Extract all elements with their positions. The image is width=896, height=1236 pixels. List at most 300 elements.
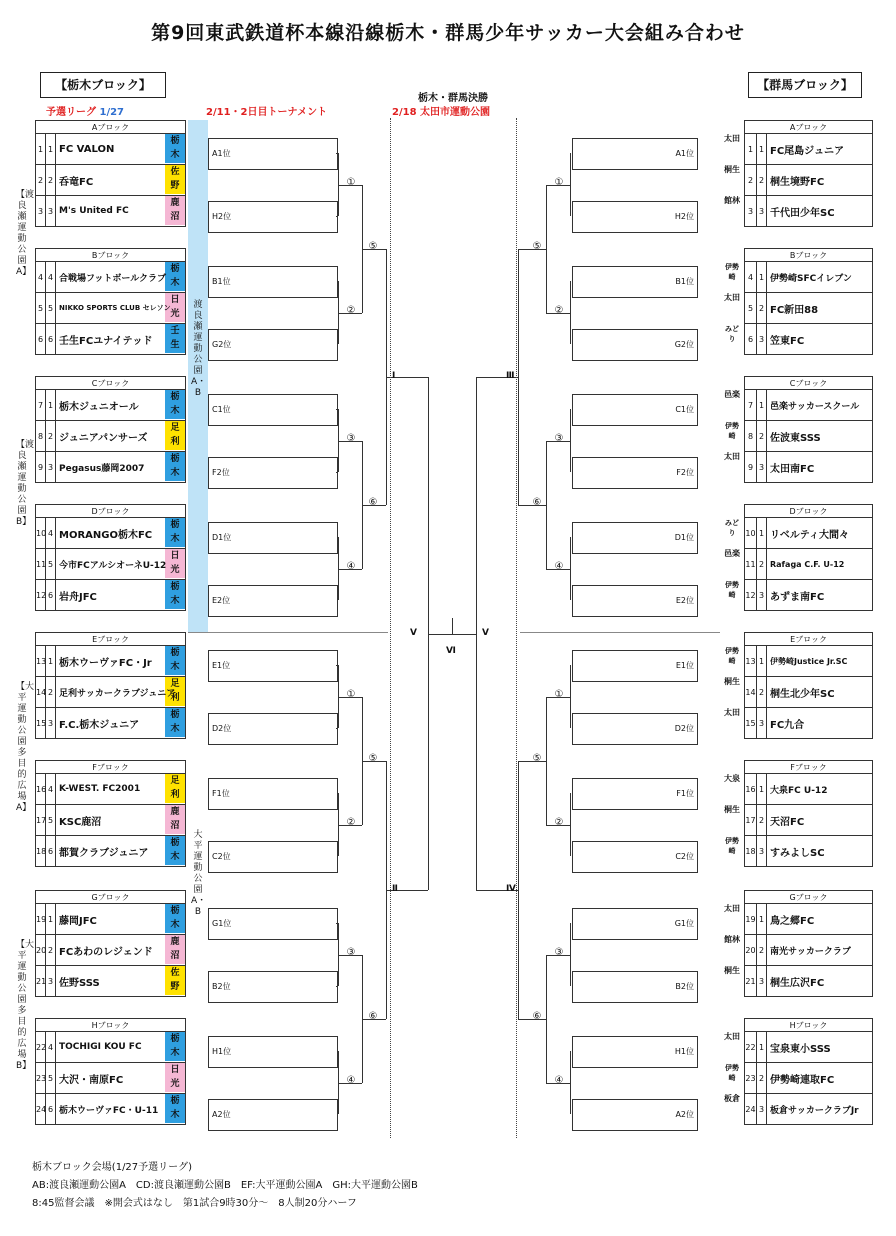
table-row bbox=[36, 1094, 186, 1125]
table-row bbox=[36, 646, 186, 677]
table-row bbox=[745, 774, 873, 805]
team-seed: 4 bbox=[46, 518, 56, 549]
team-name: FC九合 bbox=[767, 708, 873, 739]
seed-label: G1位 bbox=[674, 919, 694, 928]
divider-line bbox=[516, 118, 517, 1138]
team-number: 21 bbox=[745, 966, 757, 997]
table-row bbox=[745, 134, 873, 165]
table-row bbox=[36, 805, 186, 836]
seed-label: D1位 bbox=[212, 533, 232, 542]
table-row bbox=[745, 1094, 873, 1125]
table-row bbox=[36, 518, 186, 549]
seed-label: G1位 bbox=[212, 919, 232, 928]
team-number: 2 bbox=[745, 165, 757, 196]
team-name: FCあわのレジェンド bbox=[56, 935, 186, 966]
team-name: FC新田88 bbox=[767, 293, 873, 324]
team-seed: 2 bbox=[757, 1063, 767, 1094]
city-label: 桐生 bbox=[724, 966, 740, 975]
block-name: Cブロック bbox=[745, 377, 873, 390]
team-number: 23 bbox=[36, 1063, 46, 1094]
region-label: 栃木 bbox=[170, 582, 180, 606]
bracket-line bbox=[570, 409, 571, 472]
team-seed: 2 bbox=[757, 421, 767, 452]
team-name: TOCHIGI KOU FC bbox=[56, 1032, 186, 1063]
table-row bbox=[745, 549, 873, 580]
seed-slot bbox=[208, 329, 338, 361]
seed-slot bbox=[208, 1099, 338, 1131]
match-mark: ③ bbox=[554, 432, 564, 444]
city-label: 伊勢崎 bbox=[725, 837, 739, 855]
seed-label: A2位 bbox=[675, 1110, 694, 1119]
seed-label: D2位 bbox=[212, 724, 232, 733]
city-label: 館林 bbox=[724, 935, 740, 944]
team-name: 今市FCアルシオーネU-12 bbox=[56, 549, 186, 580]
team-number: 24 bbox=[745, 1094, 757, 1125]
seed-slot bbox=[572, 585, 698, 617]
seed-label: C1位 bbox=[212, 405, 231, 414]
seed-slot bbox=[208, 650, 338, 682]
region-label: 鹿沼 bbox=[170, 807, 180, 831]
seed-slot bbox=[572, 138, 698, 170]
divider-line bbox=[520, 632, 720, 633]
team-seed: 5 bbox=[46, 549, 56, 580]
round-label: Ⅵ bbox=[446, 646, 456, 656]
bracket-line bbox=[476, 377, 477, 890]
match-mark: ② bbox=[346, 816, 356, 828]
bracket-line bbox=[546, 185, 547, 313]
team-block-table bbox=[35, 248, 186, 355]
team-number: 1 bbox=[36, 134, 46, 165]
team-number: 22 bbox=[745, 1032, 757, 1063]
final-label: 栃木・群馬決勝 bbox=[418, 93, 488, 104]
team-number: 11 bbox=[745, 549, 757, 580]
table-row bbox=[36, 836, 186, 867]
region-label: 鹿沼 bbox=[170, 198, 180, 222]
team-name: 大沢・南原FC bbox=[56, 1063, 186, 1094]
table-row bbox=[745, 1032, 873, 1063]
team-name: 藤岡JFC bbox=[56, 904, 186, 935]
table-row bbox=[36, 1032, 186, 1063]
seed-slot bbox=[572, 394, 698, 426]
team-name: M's United FC bbox=[56, 196, 186, 227]
seed-slot bbox=[208, 971, 338, 1003]
team-name: 太田南FC bbox=[767, 452, 873, 483]
bracket-line bbox=[452, 618, 453, 634]
team-block-table bbox=[35, 890, 186, 997]
team-seed: 2 bbox=[757, 805, 767, 836]
block-name: Aブロック bbox=[745, 121, 873, 134]
team-name: 足利サッカークラブジュニア bbox=[56, 677, 186, 708]
match-mark: ⑥ bbox=[532, 1010, 542, 1022]
team-number: 4 bbox=[36, 262, 46, 293]
gunma-block-header: 【群馬ブロック】 bbox=[748, 72, 862, 98]
region-label: 栃木 bbox=[170, 648, 180, 672]
seed-slot bbox=[208, 394, 338, 426]
seed-label: B2位 bbox=[675, 982, 694, 991]
team-name: 岩舟JFC bbox=[56, 580, 186, 611]
city-label: 館林 bbox=[724, 196, 740, 205]
team-name: ジュニアパンサーズ bbox=[56, 421, 186, 452]
bracket-line bbox=[546, 441, 547, 569]
team-seed: 1 bbox=[757, 646, 767, 677]
table-row bbox=[36, 935, 186, 966]
table-row bbox=[745, 677, 873, 708]
city-label: 太田 bbox=[724, 134, 740, 143]
team-block-table bbox=[35, 760, 186, 867]
seed-label: A1位 bbox=[675, 149, 694, 158]
region-label: 日光 bbox=[170, 551, 180, 575]
team-number: 7 bbox=[745, 390, 757, 421]
region-label: 栃木 bbox=[170, 838, 180, 862]
team-number: 5 bbox=[745, 293, 757, 324]
team-block-table bbox=[35, 504, 186, 611]
seed-slot bbox=[572, 1099, 698, 1131]
seed-label: F2位 bbox=[676, 468, 694, 477]
team-name: 板倉サッカークラブJr bbox=[767, 1094, 873, 1125]
team-number: 11 bbox=[36, 549, 46, 580]
table-row bbox=[745, 935, 873, 966]
team-name: 佐波東SSS bbox=[767, 421, 873, 452]
region-label: 足利 bbox=[170, 679, 180, 703]
city-label: 大泉 bbox=[724, 774, 740, 783]
table-row bbox=[36, 293, 186, 324]
city-label: 太田 bbox=[724, 452, 740, 461]
round-label: Ⅰ bbox=[392, 370, 396, 381]
seed-label: B2位 bbox=[212, 982, 231, 991]
seed-label: D1位 bbox=[674, 533, 694, 542]
team-block-table bbox=[35, 120, 186, 227]
table-row bbox=[36, 580, 186, 611]
table-row bbox=[745, 196, 873, 227]
table-row bbox=[745, 708, 873, 739]
city-label: 桐生 bbox=[724, 677, 740, 686]
team-name: 千代田少年SC bbox=[767, 196, 873, 227]
seed-slot bbox=[572, 713, 698, 745]
seed-label: A1位 bbox=[212, 149, 231, 158]
bracket-line bbox=[546, 697, 547, 825]
team-seed: 3 bbox=[757, 966, 767, 997]
team-block-table bbox=[744, 632, 873, 739]
match-mark: ① bbox=[346, 176, 356, 188]
seed-slot bbox=[572, 266, 698, 298]
seed-slot bbox=[572, 329, 698, 361]
region-label: 壬生 bbox=[170, 326, 180, 350]
table-row bbox=[36, 966, 186, 997]
round-label: Ⅴ bbox=[482, 628, 489, 638]
team-seed: 4 bbox=[46, 1032, 56, 1063]
match-mark: ④ bbox=[346, 1074, 356, 1086]
team-seed: 3 bbox=[757, 836, 767, 867]
seed-label: C1位 bbox=[675, 405, 694, 414]
team-number: 4 bbox=[745, 262, 757, 293]
seed-label: D2位 bbox=[674, 724, 694, 733]
bracket-line bbox=[570, 665, 571, 728]
team-number: 10 bbox=[745, 518, 757, 549]
seed-label: A2位 bbox=[212, 1110, 231, 1119]
seed-label: F1位 bbox=[212, 789, 230, 798]
bracket-line bbox=[546, 955, 547, 1083]
region-label: 日光 bbox=[170, 1065, 180, 1089]
seed-label: E2位 bbox=[212, 596, 231, 605]
team-name: F.C.栃木ジュニア bbox=[56, 708, 186, 739]
block-name: Bブロック bbox=[36, 249, 186, 262]
team-seed: 2 bbox=[757, 165, 767, 196]
table-row bbox=[36, 549, 186, 580]
table-row bbox=[36, 390, 186, 421]
region-label: 栃木 bbox=[170, 1096, 180, 1120]
venue-side-label: 【大平運動公園多目的広場B】 bbox=[16, 940, 35, 1071]
city-label: みどり bbox=[725, 519, 739, 537]
team-name: 天沼FC bbox=[767, 805, 873, 836]
team-name: 笠東FC bbox=[767, 324, 873, 355]
block-name: Hブロック bbox=[745, 1019, 873, 1032]
team-number: 17 bbox=[36, 805, 46, 836]
team-seed: 3 bbox=[757, 452, 767, 483]
team-seed: 3 bbox=[46, 966, 56, 997]
team-name: FC尾島ジュニア bbox=[767, 134, 873, 165]
match-mark: ⑤ bbox=[368, 752, 378, 764]
team-name: 伊勢崎SFCイレブン bbox=[767, 262, 873, 293]
region-label: 栃木 bbox=[170, 906, 180, 930]
team-number: 22 bbox=[36, 1032, 46, 1063]
team-name: 伊勢崎Justice Jr.SC bbox=[767, 646, 873, 677]
team-number: 10 bbox=[36, 518, 46, 549]
team-name: MORANGO栃木FC bbox=[56, 518, 186, 549]
table-row bbox=[36, 452, 186, 483]
seed-slot bbox=[572, 1036, 698, 1068]
team-number: 7 bbox=[36, 390, 46, 421]
tournament-label: 2/11・2日目トーナメント bbox=[206, 107, 328, 118]
table-row bbox=[36, 196, 186, 227]
team-seed: 3 bbox=[757, 324, 767, 355]
team-number: 13 bbox=[745, 646, 757, 677]
table-row bbox=[745, 262, 873, 293]
block-name: Aブロック bbox=[36, 121, 186, 134]
block-name: Gブロック bbox=[745, 891, 873, 904]
table-row bbox=[745, 1063, 873, 1094]
region-label: 鹿沼 bbox=[170, 937, 180, 961]
table-row bbox=[745, 646, 873, 677]
seed-slot bbox=[208, 522, 338, 554]
team-block-table bbox=[744, 376, 873, 483]
table-row bbox=[745, 452, 873, 483]
region-label: 栃木 bbox=[170, 454, 180, 478]
match-mark: ③ bbox=[346, 946, 356, 958]
region-label: 足利 bbox=[170, 423, 180, 447]
seed-label: H2位 bbox=[674, 212, 694, 221]
team-number: 3 bbox=[745, 196, 757, 227]
team-block-table bbox=[35, 632, 186, 739]
city-label: 太田 bbox=[724, 904, 740, 913]
team-number: 16 bbox=[36, 774, 46, 805]
city-label: 太田 bbox=[724, 708, 740, 717]
city-label: 伊勢崎 bbox=[725, 263, 739, 281]
seed-slot bbox=[572, 841, 698, 873]
seed-label: E1位 bbox=[675, 661, 694, 670]
table-row bbox=[745, 165, 873, 196]
team-number: 19 bbox=[36, 904, 46, 935]
seed-slot bbox=[208, 713, 338, 745]
venue-side-label: 【渡良瀬運動公園B】 bbox=[16, 440, 35, 527]
seed-label: F2位 bbox=[212, 468, 230, 477]
match-mark: ④ bbox=[554, 1074, 564, 1086]
seed-label: C2位 bbox=[212, 852, 231, 861]
seed-label: C2位 bbox=[675, 852, 694, 861]
team-seed: 1 bbox=[46, 134, 56, 165]
seed-slot bbox=[208, 1036, 338, 1068]
city-label: 桐生 bbox=[724, 805, 740, 814]
bracket-line bbox=[336, 472, 338, 473]
block-name: Hブロック bbox=[36, 1019, 186, 1032]
match-mark: ⑤ bbox=[368, 240, 378, 252]
city-label: 邑楽 bbox=[724, 390, 740, 399]
table-row bbox=[745, 421, 873, 452]
team-seed: 1 bbox=[757, 518, 767, 549]
seed-label: H1位 bbox=[212, 1047, 232, 1056]
team-number: 12 bbox=[36, 580, 46, 611]
seed-slot bbox=[572, 201, 698, 233]
team-number: 8 bbox=[36, 421, 46, 452]
team-block-table bbox=[744, 248, 873, 355]
seed-slot bbox=[572, 908, 698, 940]
table-row bbox=[36, 708, 186, 739]
city-label: 伊勢崎 bbox=[725, 422, 739, 440]
match-mark: ① bbox=[346, 688, 356, 700]
block-name: Eブロック bbox=[36, 633, 186, 646]
seed-label: E2位 bbox=[675, 596, 694, 605]
team-seed: 2 bbox=[757, 293, 767, 324]
team-seed: 1 bbox=[757, 904, 767, 935]
table-row bbox=[36, 421, 186, 452]
team-name: 合戦場フットボールクラブ bbox=[56, 262, 186, 293]
venue-side-label: 【大平運動公園多目的広場A】 bbox=[16, 682, 35, 813]
team-seed: 6 bbox=[46, 580, 56, 611]
city-label: 桐生 bbox=[724, 165, 740, 174]
team-name: Rafaga C.F. U-12 bbox=[767, 549, 873, 580]
team-seed: 3 bbox=[46, 196, 56, 227]
match-mark: ② bbox=[346, 304, 356, 316]
seed-label: B1位 bbox=[212, 277, 231, 286]
region-label: 栃木 bbox=[170, 392, 180, 416]
seed-slot bbox=[572, 971, 698, 1003]
team-name: NIKKO SPORTS CLUB セレソン bbox=[56, 293, 186, 324]
seed-label: H1位 bbox=[674, 1047, 694, 1056]
match-mark: ⑤ bbox=[532, 752, 542, 764]
team-number: 1 bbox=[745, 134, 757, 165]
team-seed: 3 bbox=[46, 708, 56, 739]
team-number: 18 bbox=[36, 836, 46, 867]
bracket-line bbox=[336, 986, 338, 987]
team-seed: 1 bbox=[46, 390, 56, 421]
bracket-line bbox=[518, 761, 519, 1019]
bracket-line bbox=[570, 923, 571, 986]
team-number: 23 bbox=[745, 1063, 757, 1094]
bracket-line bbox=[570, 153, 571, 216]
team-seed: 1 bbox=[757, 390, 767, 421]
team-number: 3 bbox=[36, 196, 46, 227]
seed-slot bbox=[208, 201, 338, 233]
team-name: FC VALON bbox=[56, 134, 186, 165]
team-seed: 2 bbox=[46, 165, 56, 196]
bracket-line bbox=[570, 281, 571, 344]
team-name: 鳥之郷FC bbox=[767, 904, 873, 935]
city-label: 邑楽 bbox=[724, 549, 740, 558]
team-name: 佐野SSS bbox=[56, 966, 186, 997]
team-name: 栃木ウーヴァFC・Jr bbox=[56, 646, 186, 677]
team-number: 24 bbox=[36, 1094, 46, 1125]
team-name: 呑竜FC bbox=[56, 165, 186, 196]
seed-slot bbox=[208, 138, 338, 170]
team-seed: 6 bbox=[46, 836, 56, 867]
team-seed: 3 bbox=[757, 708, 767, 739]
team-number: 14 bbox=[745, 677, 757, 708]
team-number: 20 bbox=[745, 935, 757, 966]
table-row bbox=[36, 677, 186, 708]
seed-label: G2位 bbox=[674, 340, 694, 349]
team-name: K-WEST. FC2001 bbox=[56, 774, 186, 805]
team-number: 9 bbox=[36, 452, 46, 483]
team-number: 16 bbox=[745, 774, 757, 805]
table-row bbox=[745, 293, 873, 324]
block-name: Fブロック bbox=[745, 761, 873, 774]
region-label: 栃木 bbox=[170, 1034, 180, 1058]
team-seed: 1 bbox=[757, 774, 767, 805]
match-mark: ③ bbox=[554, 946, 564, 958]
block-name: Fブロック bbox=[36, 761, 186, 774]
team-name: 伊勢崎連取FC bbox=[767, 1063, 873, 1094]
seed-slot bbox=[572, 650, 698, 682]
team-block-table bbox=[35, 1018, 186, 1125]
team-name: Pegasus藤岡2007 bbox=[56, 452, 186, 483]
team-number: 6 bbox=[36, 324, 46, 355]
seed-slot bbox=[208, 585, 338, 617]
team-name: 桐生広沢FC bbox=[767, 966, 873, 997]
table-row bbox=[36, 904, 186, 935]
team-name: すみよしSC bbox=[767, 836, 873, 867]
team-name: 都賀クラブジュニア bbox=[56, 836, 186, 867]
table-row bbox=[745, 324, 873, 355]
seed-slot bbox=[208, 266, 338, 298]
team-number: 5 bbox=[36, 293, 46, 324]
team-name: あずま南FC bbox=[767, 580, 873, 611]
table-row bbox=[36, 134, 186, 165]
block-name: Dブロック bbox=[36, 505, 186, 518]
footer-line-3: 8:45監督会議 ※開会式はなし 第1試合9時30分～ 8人制20分ハーフ bbox=[32, 1198, 357, 1209]
region-label: 栃木 bbox=[170, 520, 180, 544]
bracket-line bbox=[570, 1051, 571, 1114]
city-label: 板倉 bbox=[724, 1094, 740, 1103]
match-mark: ⑥ bbox=[532, 496, 542, 508]
seed-slot bbox=[572, 522, 698, 554]
match-mark: ① bbox=[554, 176, 564, 188]
city-label: 太田 bbox=[724, 1032, 740, 1041]
seed-slot bbox=[572, 457, 698, 489]
prelim-date: 1/27 bbox=[99, 107, 125, 118]
block-name: Dブロック bbox=[745, 505, 873, 518]
team-name: 宝泉東小SSS bbox=[767, 1032, 873, 1063]
city-label: 伊勢崎 bbox=[725, 581, 739, 599]
round-label: Ⅲ bbox=[506, 370, 515, 381]
bracket-line bbox=[518, 249, 519, 505]
team-seed: 1 bbox=[757, 134, 767, 165]
team-seed: 5 bbox=[46, 1063, 56, 1094]
table-row bbox=[745, 805, 873, 836]
match-mark: ③ bbox=[346, 432, 356, 444]
team-block-table bbox=[35, 376, 186, 483]
footer-line-2: AB:渡良瀬運動公園A CD:渡良瀬運動公園B EF:大平運動公園A GH:大平運動公園B bbox=[32, 1180, 418, 1191]
team-seed: 1 bbox=[757, 1032, 767, 1063]
team-seed: 2 bbox=[46, 677, 56, 708]
